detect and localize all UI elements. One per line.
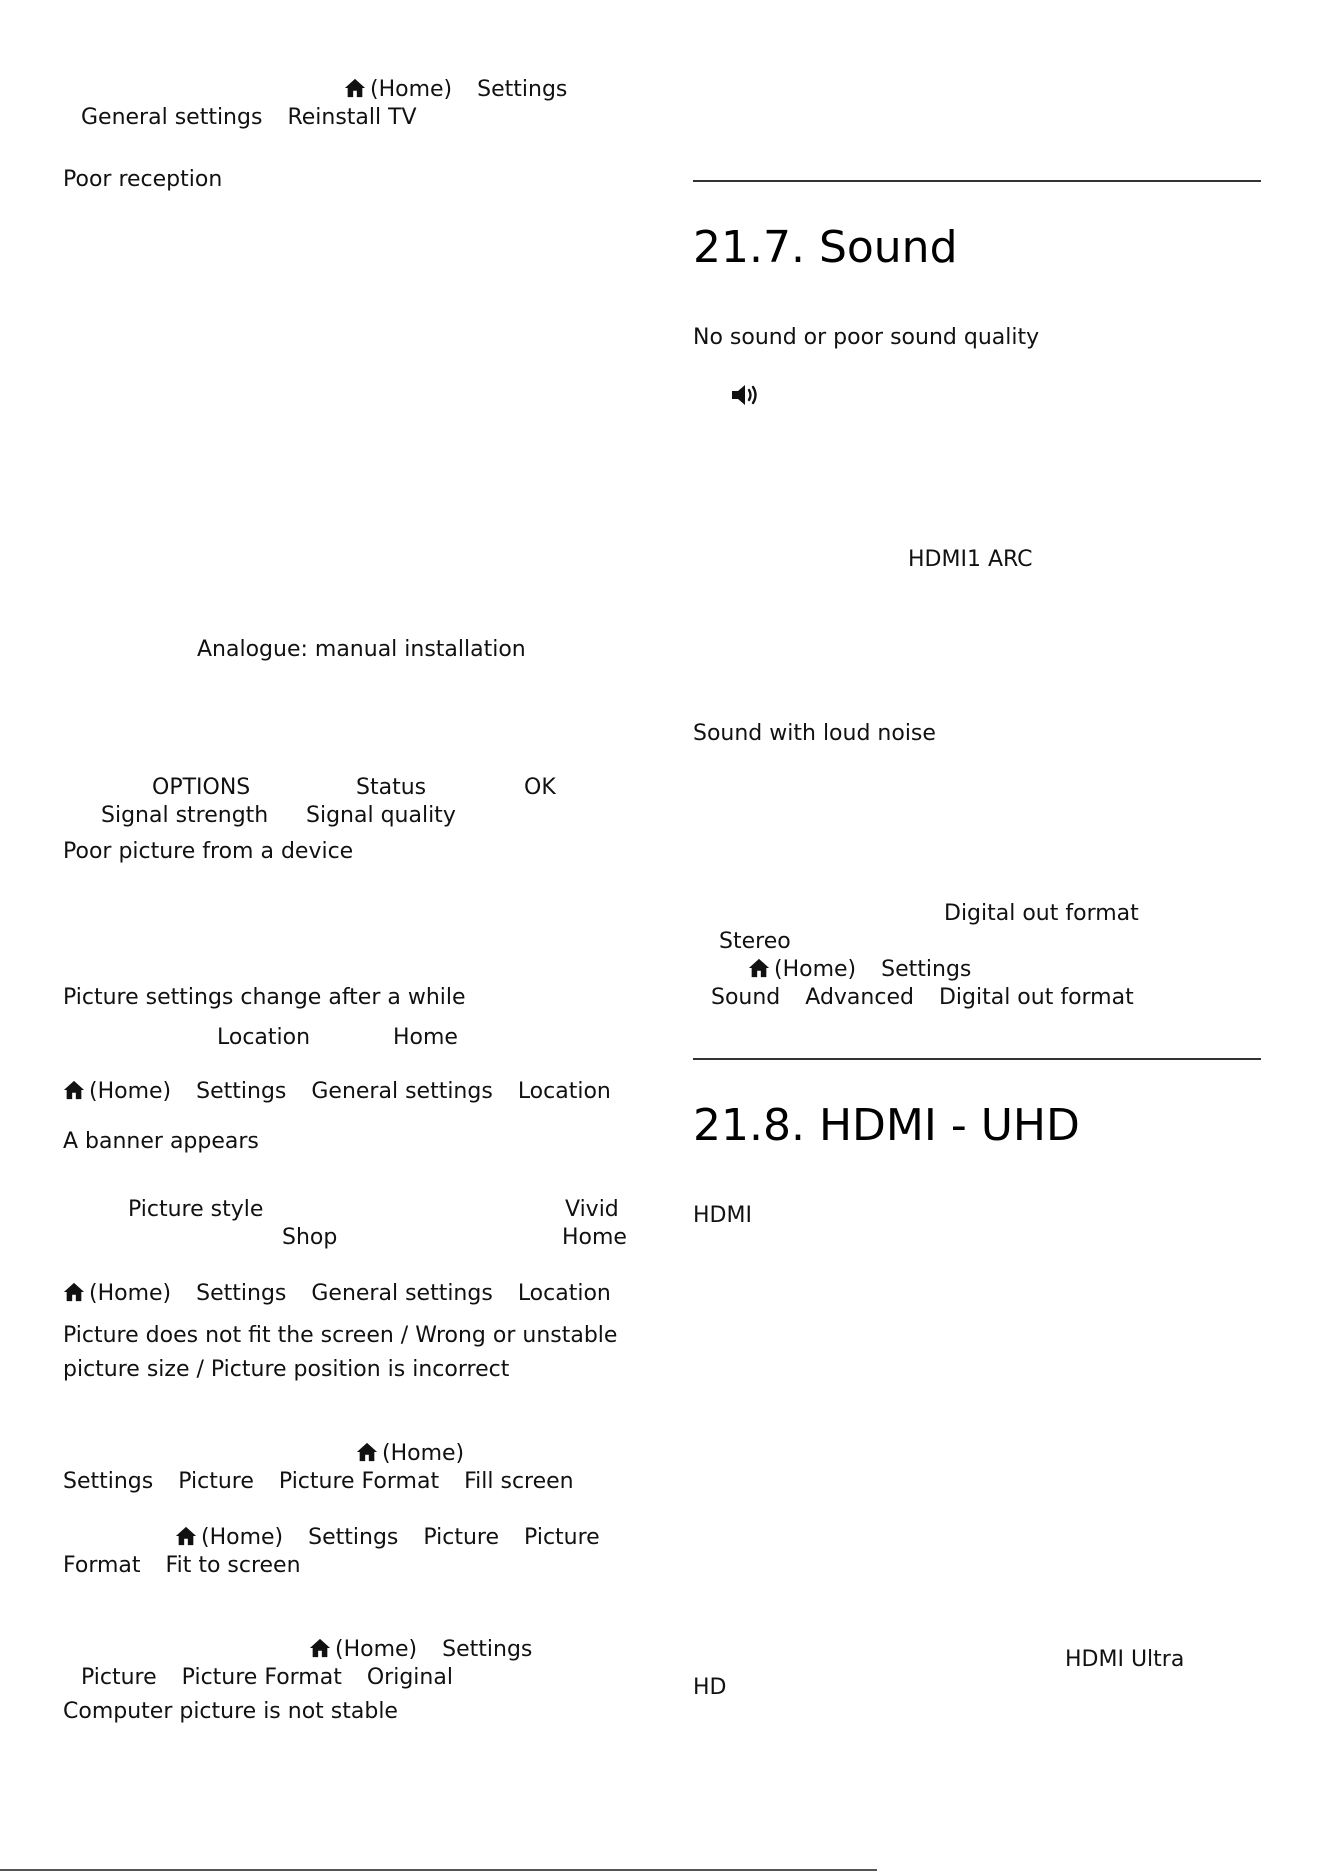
- picture-settings-change-heading: Picture settings change after a while: [63, 985, 466, 1010]
- nav-path-location-1: (Home) Settings General settings Location: [63, 1078, 611, 1106]
- section-divider-hdmi: [693, 1058, 1261, 1060]
- nav-path-sound-2: Sound Advanced Digital out format: [711, 985, 1134, 1010]
- sound-section-heading: 21.7. Sound: [693, 222, 958, 273]
- picture-style-label: Picture style: [128, 1197, 264, 1222]
- footer-rule: [0, 1869, 877, 1871]
- home-icon: [748, 957, 770, 979]
- home-icon: [344, 77, 366, 99]
- speaker-icon: [730, 382, 764, 416]
- nav-path-original-2: Picture Picture Format Original: [81, 1665, 453, 1690]
- signal-quality-label: Signal quality: [306, 803, 456, 828]
- nav-path-fill-1: (Home): [356, 1440, 464, 1468]
- poor-picture-device-heading: Poor picture from a device: [63, 839, 354, 864]
- home-icon: [63, 1281, 85, 1303]
- hdmi-label: HDMI: [693, 1203, 752, 1228]
- nav-path-original-1: (Home) Settings: [309, 1636, 532, 1664]
- nav-path-fit-2: Format Fit to screen: [63, 1553, 301, 1578]
- banner-appears-heading: A banner appears: [63, 1129, 259, 1154]
- nav-path-sound-1: (Home) Settings: [748, 956, 971, 984]
- hdmi-section-heading: 21.8. HDMI - UHD: [693, 1100, 1080, 1151]
- loud-noise-heading: Sound with loud noise: [693, 721, 936, 746]
- no-sound-heading: No sound or poor sound quality: [693, 325, 1040, 350]
- options-label: OPTIONS: [152, 775, 251, 800]
- poor-reception-heading: Poor reception: [63, 167, 223, 192]
- nav-path-fill-2: Settings Picture Picture Format Fill screen: [63, 1469, 574, 1494]
- stereo-label: Stereo: [719, 929, 791, 954]
- home-icon: [309, 1637, 331, 1659]
- digital-out-format-label: Digital out format: [944, 901, 1139, 926]
- home-icon: [356, 1441, 378, 1463]
- hd-label: HD: [693, 1675, 727, 1700]
- section-divider-sound: [693, 180, 1261, 182]
- status-label: Status: [356, 775, 427, 800]
- home-icon: [175, 1525, 197, 1547]
- analogue-manual-label: Analogue: manual installation: [197, 637, 526, 662]
- home-label: Home: [393, 1025, 458, 1050]
- home-icon: [63, 1079, 85, 1101]
- nav-path-location-2: (Home) Settings General settings Location: [63, 1280, 611, 1308]
- nav-path-fit-1: (Home) Settings Picture Picture: [175, 1524, 600, 1552]
- location-label: Location: [217, 1025, 311, 1050]
- picture-fit-heading-line2: picture size / Picture position is incorrect: [63, 1357, 510, 1382]
- shop-label: Shop: [282, 1225, 338, 1250]
- nav-path-reinstall: (Home) Settings: [344, 76, 567, 104]
- vivid-label: Vivid: [565, 1197, 619, 1222]
- home-label-2: Home: [562, 1225, 627, 1250]
- ok-label: OK: [524, 775, 556, 800]
- picture-fit-heading-line1: Picture does not fit the screen / Wrong or unstable: [63, 1323, 618, 1348]
- hdmi-ultra-label: HDMI Ultra: [1065, 1647, 1185, 1672]
- hdmi1-arc-label: HDMI1 ARC: [908, 547, 1033, 572]
- signal-strength-label: Signal strength: [101, 803, 269, 828]
- nav-path-reinstall-2: General settings Reinstall TV: [81, 105, 417, 130]
- computer-picture-heading: Computer picture is not stable: [63, 1699, 398, 1724]
